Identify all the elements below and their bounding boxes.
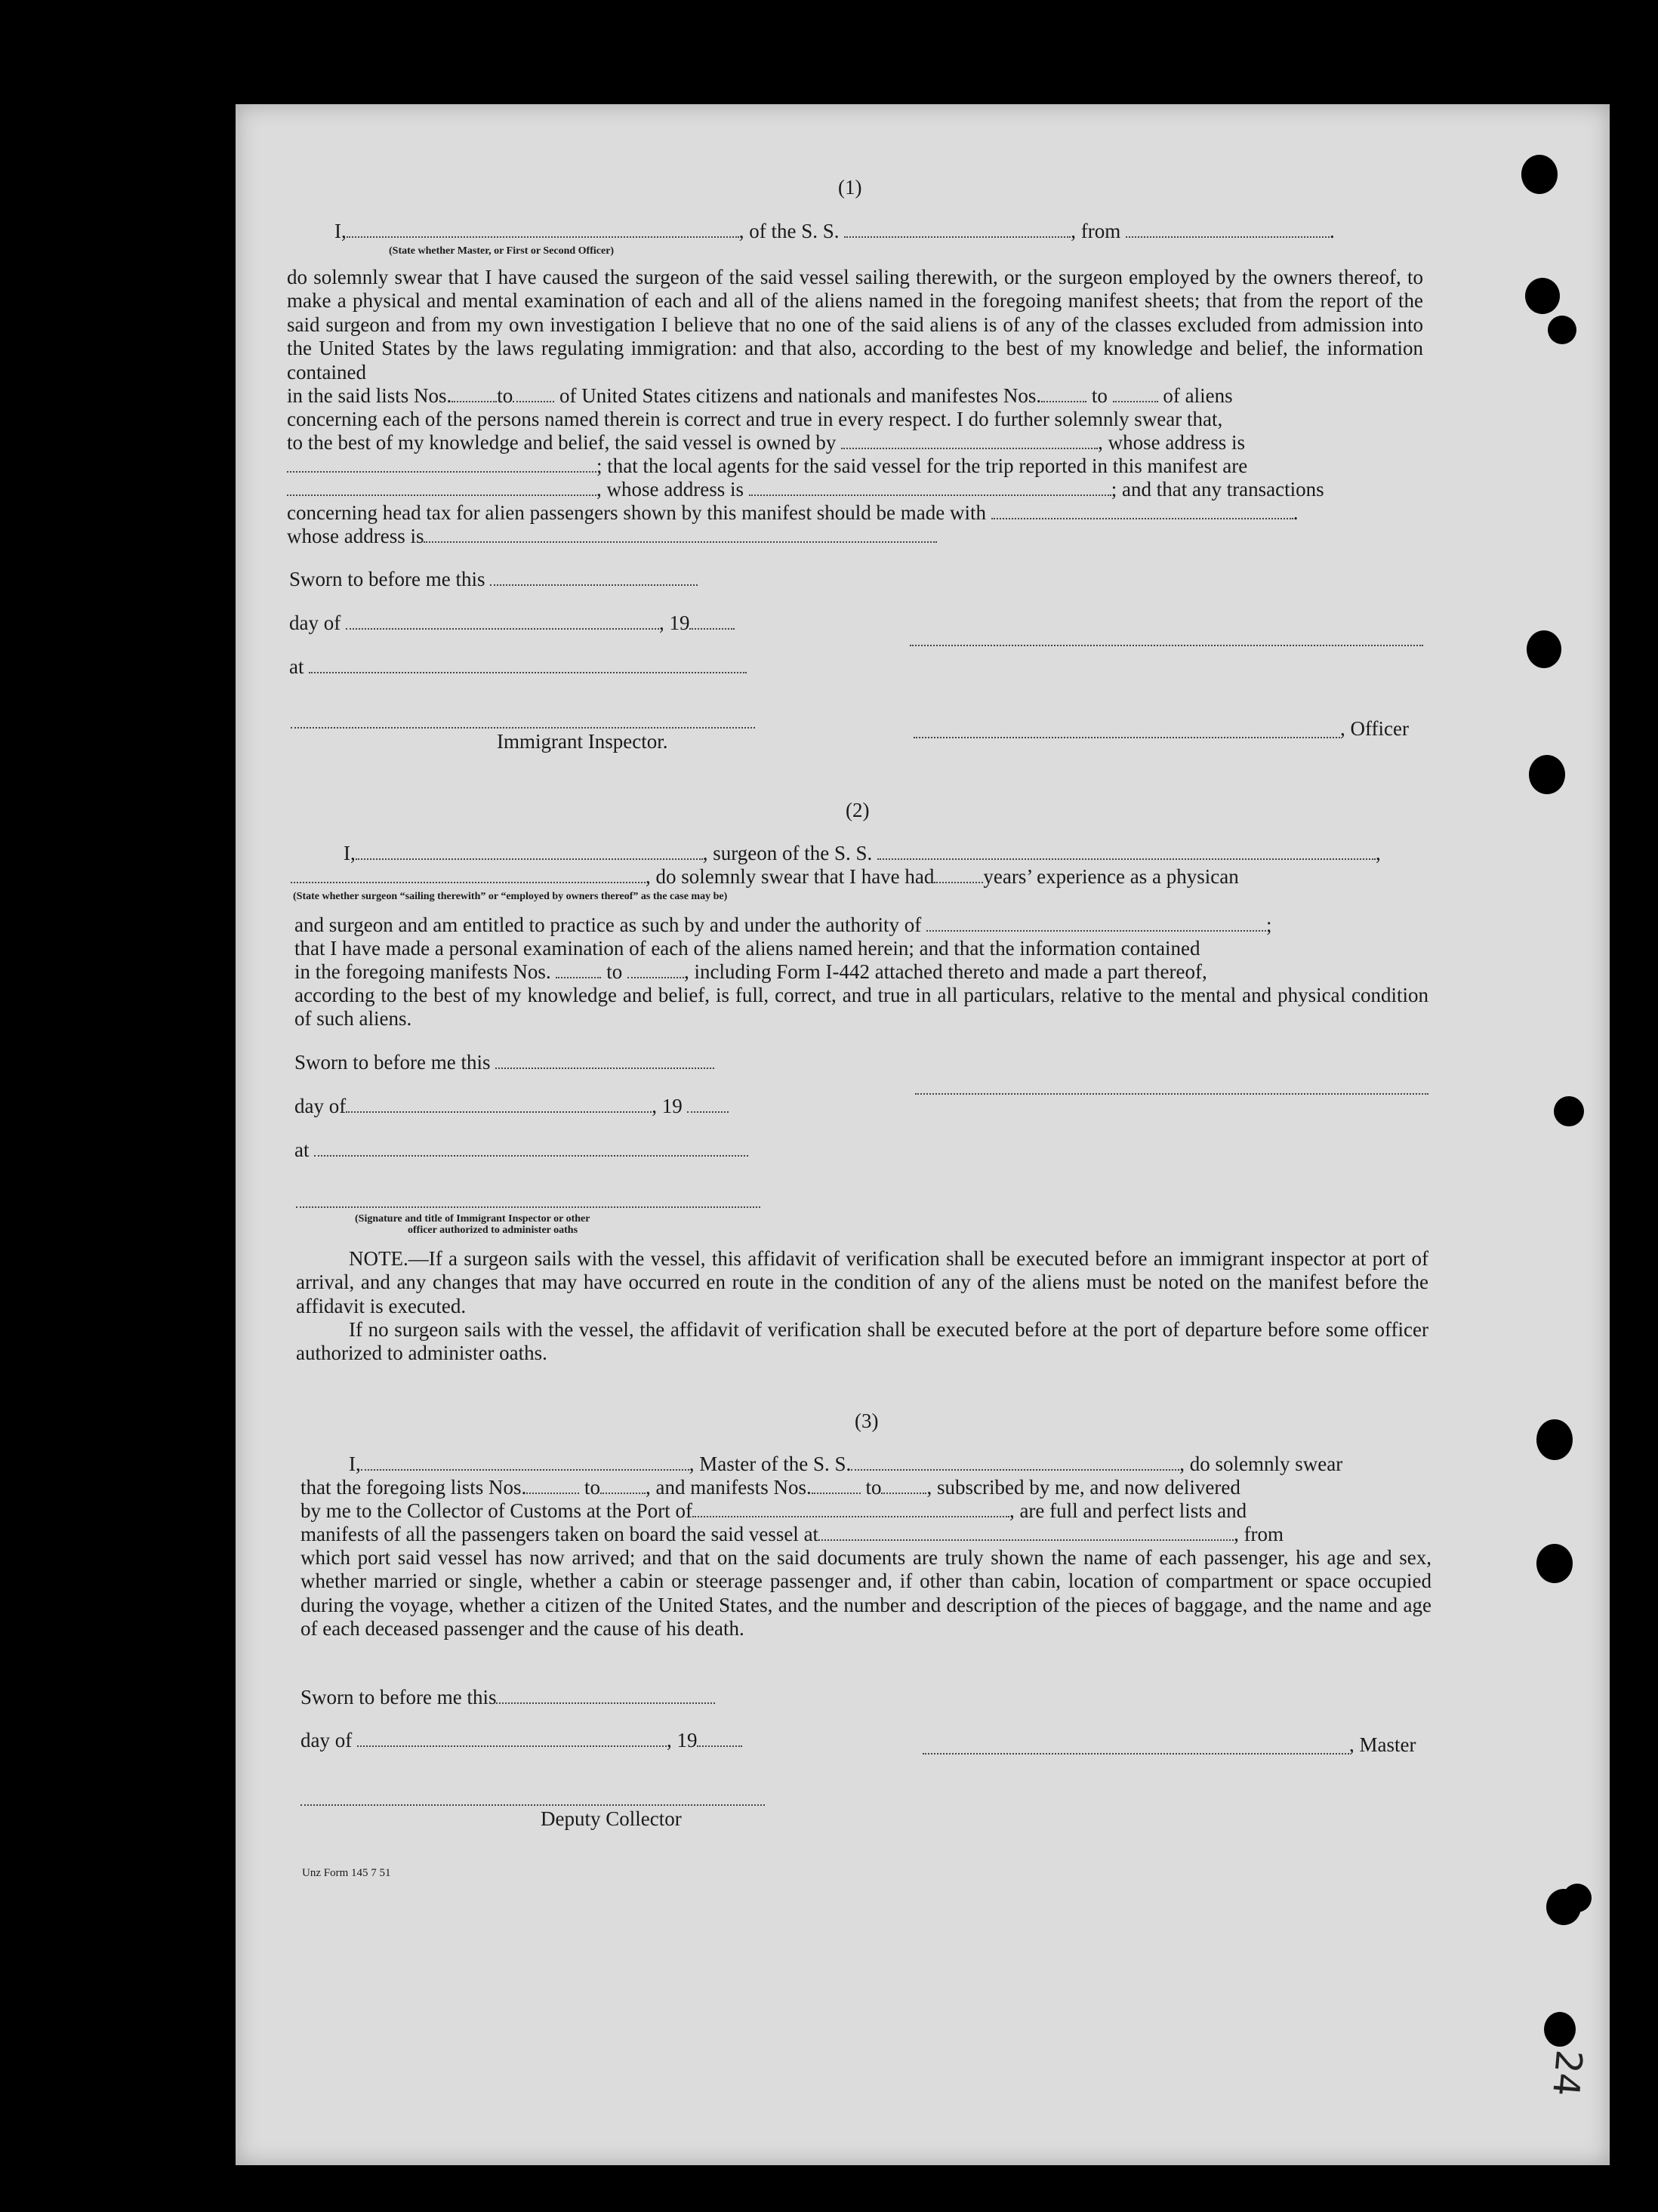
- inspector-signature-line[interactable]: [291, 727, 755, 729]
- punch-hole: [1527, 630, 1561, 668]
- owner-address-field[interactable]: [287, 456, 596, 473]
- punch-hole: [1525, 278, 1560, 314]
- punch-hole: [1548, 316, 1576, 344]
- intro-line: I, , surgeon of the S. S. ,: [344, 842, 1381, 864]
- punch-hole: [1536, 1419, 1573, 1460]
- port-from-field[interactable]: [1126, 221, 1330, 238]
- list-no-from-field[interactable]: [451, 386, 497, 402]
- month-field[interactable]: [346, 1096, 652, 1113]
- inspector-signature-line[interactable]: [296, 1206, 760, 1208]
- month-field[interactable]: [346, 613, 659, 630]
- signature-line[interactable]: [910, 645, 1423, 646]
- day-of-label: day of , 19: [300, 1729, 742, 1752]
- list-no-from-field[interactable]: [526, 1477, 579, 1494]
- oath-line: in the foregoing manifests Nos. to , including Form I-442 attached thereto and made a part thereof,: [294, 960, 1207, 983]
- oath-line: that I have made a personal examination of each of the aliens named herein; and that the information contained: [294, 937, 1200, 960]
- oath-line: , whose address is ; and that any transactions: [287, 478, 1324, 501]
- oath-body: according to the best of my knowledge and belief, is full, correct, and true in all particulars, relative to the mental and physical condition of such aliens.: [294, 984, 1428, 1031]
- oath-line: concerning each of the persons named therein is correct and true in every respect. I do further solemnly swear that,: [287, 408, 1223, 430]
- intro-line: I, , Master of the S. S. , do solemnly swear: [349, 1453, 1343, 1475]
- place-field[interactable]: [314, 1140, 748, 1157]
- oath-line: and surgeon and am entitled to practice as such by and under the authority of ;: [294, 913, 1272, 936]
- place-field[interactable]: [309, 657, 747, 673]
- signature-note: (Signature and title of Immigrant Inspector or other: [355, 1213, 590, 1225]
- port-field[interactable]: [692, 1501, 1009, 1517]
- punch-hole: [1536, 1544, 1573, 1583]
- year-field[interactable]: [687, 1096, 729, 1113]
- oath-line: in the said lists Nos. to of United States citizens and nationals and manifestes Nos. to of aliens: [287, 384, 1233, 407]
- year-field[interactable]: [689, 613, 735, 630]
- handwritten-page-number: 24: [1543, 2048, 1591, 2098]
- manifest-no-from-field[interactable]: [1041, 386, 1086, 402]
- sworn-label: Sworn to before me this: [289, 568, 698, 591]
- sworn-date-field[interactable]: [490, 569, 698, 586]
- intro-line: I, , of the S. S. , from .: [334, 220, 1335, 242]
- sworn-date-field[interactable]: [495, 1052, 714, 1069]
- intro-line: , do solemnly swear that I have had years’ experience as a physican: [291, 865, 1239, 889]
- vessel-name-field[interactable]: [851, 1454, 1179, 1471]
- embark-port-field[interactable]: [818, 1524, 1234, 1541]
- punch-hole: [1554, 1096, 1584, 1126]
- punch-hole: [1529, 755, 1565, 794]
- at-label: at: [294, 1138, 748, 1162]
- vessel-name-field[interactable]: [844, 221, 1071, 238]
- contact-address-field[interactable]: [424, 526, 937, 543]
- collector-signature-line[interactable]: [300, 1804, 765, 1806]
- at-label: at: [289, 655, 747, 679]
- month-field[interactable]: [357, 1730, 667, 1747]
- surgeon-signature-line[interactable]: [915, 1093, 1428, 1095]
- head-tax-contact-field[interactable]: [991, 503, 1293, 519]
- field-note: (State whether surgeon “sailing therewith” or “employed by owners thereof” as the case may be): [293, 891, 728, 902]
- officer-label: , Officer: [1340, 717, 1409, 740]
- signature-note: officer authorized to administer oaths: [408, 1225, 578, 1236]
- list-no-to-field[interactable]: [600, 1477, 646, 1494]
- master-signature-line[interactable]: [923, 1753, 1349, 1755]
- local-agent-field[interactable]: [287, 479, 596, 496]
- surgeon-name-field[interactable]: [356, 843, 703, 860]
- section-number: (2): [846, 799, 870, 821]
- agent-address-field[interactable]: [749, 479, 1111, 496]
- field-note: (State whether Master, or First or Second Officer): [389, 245, 615, 257]
- punch-hole: [1563, 1884, 1592, 1912]
- manifest-no-from-field[interactable]: [812, 1477, 861, 1494]
- manifest-no-to-field[interactable]: [1113, 386, 1158, 402]
- officer-name-field[interactable]: [347, 221, 739, 238]
- sworn-label: Sworn to before me this: [294, 1051, 714, 1074]
- note-paragraph: NOTE.—If a surgeon sails with the vessel, this affidavit of verification shall be executed before an immigrant inspector at port of arrival, and any changes that may have occurred en route in the condition of any of the aliens must be noted on the manifest before the affidavit is executed.: [296, 1247, 1428, 1317]
- day-of-label: day of , 19: [294, 1095, 729, 1118]
- punch-hole: [1544, 2012, 1576, 2047]
- oath-line: that the foregoing lists Nos. to , and manifests Nos. to , subscribed by me, and now delivered: [300, 1476, 1240, 1499]
- officer-signature-line[interactable]: [914, 737, 1340, 738]
- oath-line: by me to the Collector of Customs at the Port of , are full and perfect lists and: [300, 1499, 1247, 1522]
- oath-line: manifests of all the passengers taken on board the said vessel at , from: [300, 1523, 1284, 1545]
- punch-hole: [1521, 155, 1558, 194]
- note-paragraph: If no surgeon sails with the vessel, the affidavit of verification shall be executed before at the port of departure before some officer authorized to administer oaths.: [296, 1318, 1428, 1365]
- year-field[interactable]: [697, 1730, 742, 1747]
- manifest-no-to-field[interactable]: [627, 962, 684, 978]
- day-of-label: day of , 19: [289, 612, 735, 635]
- years-field[interactable]: [934, 867, 983, 883]
- oath-body: do solemnly swear that I have caused the surgeon of the said vessel sailing therewith, or the surgeon employed by the owners thereof, to make a physical and mental examination of each and all of the aliens named in the foregoing manifest sheets; that from the report of the said surgeon and from my own investigation I believe that no one of the said aliens is of any of the classes excluded from admission into the United States by the laws regulating immigration: and that also, according to the best of my knowledge and belief, the information contained: [287, 266, 1423, 384]
- sworn-date-field[interactable]: [496, 1687, 715, 1704]
- sworn-label: Sworn to before me this: [300, 1686, 715, 1709]
- oath-line: concerning head tax for alien passengers shown by this manifest should be made with .: [287, 501, 1299, 524]
- oath-line: to the best of my knowledge and belief, the said vessel is owned by , whose address is: [287, 431, 1246, 454]
- vessel-name-field[interactable]: [877, 843, 1376, 860]
- collector-label: Deputy Collector: [541, 1807, 682, 1830]
- oath-body: which port said vessel has now arrived; and that on the said documents are truly shown the name of each passenger, his age and sex, whether married or single, whether a cabin or steerage passenger and, if other than cabin, location of compartment or space occupied during the voyage, whether a citizen of the United States, and the number and description of the pieces of baggage, and the name and age of each deceased passenger and the cause of his death.: [300, 1546, 1431, 1641]
- authority-field[interactable]: [926, 915, 1266, 932]
- owner-field[interactable]: [841, 433, 1098, 449]
- list-no-to-field[interactable]: [513, 386, 554, 402]
- manifest-no-from-field[interactable]: [556, 962, 601, 978]
- surgeon-status-field[interactable]: [291, 867, 646, 883]
- section-number: (1): [838, 176, 862, 199]
- oath-line: ; that the local agents for the said vessel for the trip reported in this manifest are: [287, 454, 1247, 478]
- manifest-no-to-field[interactable]: [881, 1477, 926, 1494]
- section-number: (3): [855, 1409, 879, 1432]
- master-label: , Master: [1349, 1733, 1416, 1756]
- oath-line: whose address is: [287, 525, 937, 548]
- inspector-label: Immigrant Inspector.: [497, 730, 668, 753]
- master-name-field[interactable]: [361, 1454, 689, 1471]
- form-id: Unz Form 145 7 51: [302, 1867, 391, 1879]
